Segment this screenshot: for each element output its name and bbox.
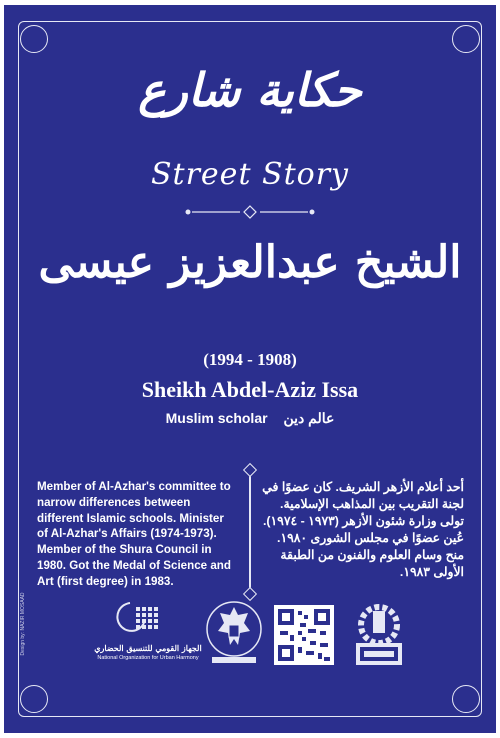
- eagle-emblem-icon: [204, 599, 264, 667]
- ornament-divider: [184, 205, 316, 219]
- org-name-english: National Organization for Urban Harmony: [97, 655, 199, 661]
- biography-english: Member of Al-Azhar's committee to narrow differences between different Islamic schools. Minister of Al-Azhar's Affairs (1974-1973). Member of the Shura Council in 1980. Got the Medal of Science and Art (first degree) in 1983.: [37, 480, 231, 588]
- life-years: (1994 - 1908): [203, 350, 297, 369]
- cairo-governorate-logo-icon: [344, 597, 414, 669]
- title-arabic: حكاية شارع: [138, 63, 362, 117]
- designer-credit: Design by: NAZIR MOSAAD: [20, 592, 26, 656]
- frame-corner-ornament: [452, 25, 480, 53]
- org-name-arabic: الجهاز القومي للتنسيق الحضاري: [94, 643, 202, 653]
- street-story-plaque: [4, 5, 496, 733]
- person-name-english: Sheikh Abdel-Aziz Issa: [141, 377, 359, 402]
- frame-corner-ornament: [20, 25, 48, 53]
- role-line: [4, 410, 496, 427]
- biography-arabic: أحد أعلام الأزهر الشريف. كان عضوًا في لجنة التقريب بين المذاهب الإسلامية. تولى وزارة شئون الأزهر (١٩٧٣ - ١٩٧٤). عُين عضوًا في مجلس الشورى ١٩٨٠. منح وسام العلوم والفنون من الطبقة الأولى ١٩٨٣.: [262, 480, 464, 579]
- role-arabic: عالم دين: [283, 410, 335, 426]
- person-name-arabic: الشيخ عبدالعزيز عيسى: [38, 237, 462, 288]
- column-separator: [249, 471, 251, 591]
- title-english: Street Story: [150, 157, 349, 192]
- role-english: Muslim scholar: [165, 410, 268, 426]
- footer-logos: [4, 597, 496, 707]
- qr-code-icon[interactable]: [274, 605, 334, 665]
